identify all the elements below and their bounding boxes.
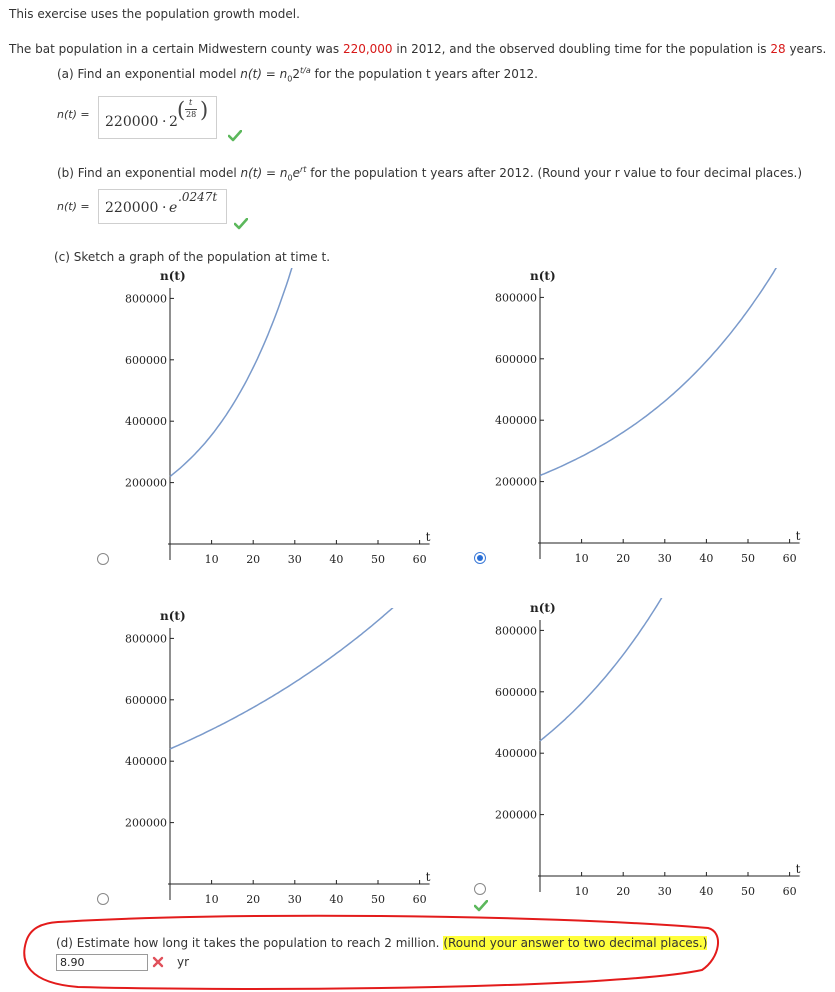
x-axis-label: t	[795, 862, 801, 876]
part-a-coef: 220000	[105, 114, 159, 130]
problem-statement	[9, 42, 826, 56]
part-b-model-eq: = n	[262, 166, 288, 180]
x-tick-label: 60	[782, 552, 797, 565]
part-a-exp-num: t	[189, 98, 193, 107]
part-a-answer-box[interactable]	[98, 96, 217, 139]
y-tick-label: 200000	[125, 476, 167, 490]
part-b-question	[57, 165, 802, 182]
problem-text-2: in 2012, and the observed doubling time for the population is	[392, 42, 771, 56]
y-tick-label: 200000	[125, 816, 167, 830]
series-curve	[540, 268, 790, 476]
y-tick-label: 400000	[495, 747, 537, 761]
x-tick-label: 20	[616, 885, 631, 898]
series-curve	[170, 268, 336, 477]
x-tick-label: 60	[412, 553, 427, 566]
x-tick-label: 10	[574, 552, 589, 565]
graph-option-1	[110, 268, 440, 568]
x-tick-label: 30	[657, 552, 672, 565]
part-a-suffix: for the population t years after 2012.	[310, 67, 538, 81]
part-b-check-icon	[234, 218, 248, 230]
y-axis-label: n(t)	[160, 609, 186, 623]
graph-option-3-radio[interactable]	[97, 893, 109, 905]
part-a-paren-right: )	[200, 98, 209, 122]
x-tick-label: 60	[782, 885, 797, 898]
intro-text: This exercise uses the population growth model.	[9, 7, 300, 21]
part-a-model-exp: t/a	[299, 66, 311, 75]
y-tick-label: 200000	[495, 475, 537, 489]
part-a-base: 2	[169, 114, 178, 130]
part-d-question	[56, 936, 707, 950]
x-tick-label: 30	[287, 553, 302, 566]
graph-option-2	[480, 268, 810, 568]
x-tick-label: 40	[329, 553, 344, 566]
y-tick-label: 600000	[495, 352, 537, 366]
part-b-model-sub: 0	[287, 173, 293, 183]
part-a-model-lhs: n(t)	[240, 67, 262, 81]
y-tick-label: 200000	[495, 808, 537, 822]
graph-option-4	[480, 598, 810, 898]
x-tick-label: 30	[657, 885, 672, 898]
x-tick-label: 50	[741, 552, 755, 565]
graph-option-3	[110, 608, 440, 908]
part-a-prefix: (a) Find an exponential model	[57, 67, 241, 81]
y-axis-label: n(t)	[530, 601, 556, 615]
x-tick-label: 10	[204, 553, 219, 566]
part-a-answer-label: n(t) =	[57, 108, 90, 121]
y-tick-label: 800000	[495, 291, 537, 305]
part-b-answer-box[interactable]	[98, 189, 227, 224]
part-a-question	[57, 66, 538, 83]
problem-text-1: The bat population in a certain Midwestern county was	[9, 42, 343, 56]
part-a-paren-left: (	[177, 98, 186, 122]
y-tick-label: 800000	[125, 292, 167, 306]
y-axis-label: n(t)	[530, 269, 556, 283]
part-a-model-sub: 0	[287, 74, 293, 84]
part-d-unit: yr	[177, 955, 190, 969]
x-tick-label: 50	[741, 885, 755, 898]
x-tick-label: 50	[371, 553, 385, 566]
part-a-exp-den: 28	[186, 110, 197, 119]
part-b-coef: 220000	[105, 200, 159, 216]
part-a-check-icon	[228, 130, 242, 142]
x-tick-label: 40	[699, 552, 714, 565]
series-curve	[540, 598, 748, 741]
y-axis-label: n(t)	[160, 269, 186, 283]
part-b-dot: ·	[162, 200, 167, 216]
y-tick-label: 400000	[125, 415, 167, 429]
x-tick-label: 20	[616, 552, 631, 565]
x-tick-label: 60	[412, 893, 427, 906]
part-d-answer-input[interactable]	[56, 954, 148, 971]
part-b-base: e	[169, 200, 178, 216]
series-curve	[170, 608, 420, 749]
y-tick-label: 800000	[125, 632, 167, 646]
part-b-model-base: e	[292, 166, 300, 180]
part-d-prefix: (d) Estimate how long it takes the population to reach 2 million.	[56, 936, 444, 950]
graph-option-1-radio[interactable]	[97, 553, 109, 565]
problem-text-3: years.	[785, 42, 827, 56]
part-b-suffix: for the population t years after 2012. (Round your r value to four decimal places.)	[306, 166, 802, 180]
x-tick-label: 30	[287, 893, 302, 906]
part-a-model-base: 2	[292, 67, 300, 81]
part-d-wrong-icon	[152, 956, 164, 968]
initial-population: 220,000	[342, 42, 393, 56]
y-tick-label: 600000	[125, 693, 167, 707]
x-tick-label: 20	[246, 553, 261, 566]
red-annotation-circle	[18, 910, 722, 992]
y-tick-label: 800000	[495, 624, 537, 638]
x-tick-label: 20	[246, 893, 261, 906]
y-tick-label: 600000	[125, 353, 167, 367]
part-b-exp: .0247t	[178, 190, 218, 204]
x-axis-label: t	[795, 529, 801, 543]
x-tick-label: 10	[204, 893, 219, 906]
part-a-model-eq: = n	[261, 67, 288, 81]
part-d-highlight: (Round your answer to two decimal places.)	[443, 936, 708, 950]
y-tick-label: 600000	[495, 685, 537, 699]
part-a-dot: ·	[162, 114, 167, 130]
x-axis-label: t	[425, 870, 431, 884]
x-tick-label: 50	[371, 893, 385, 906]
x-tick-label: 10	[574, 885, 589, 898]
part-c-question: (c) Sketch a graph of the population at time t.	[54, 250, 331, 264]
part-b-prefix: (b) Find an exponential model	[57, 166, 241, 180]
doubling-time: 28	[770, 42, 786, 56]
y-tick-label: 400000	[495, 414, 537, 428]
x-tick-label: 40	[329, 893, 344, 906]
x-axis-label: t	[425, 530, 431, 544]
y-tick-label: 400000	[125, 755, 167, 769]
part-b-model-exp: rt	[299, 165, 307, 174]
part-b-model-lhs: n(t)	[240, 166, 263, 180]
x-tick-label: 40	[699, 885, 714, 898]
part-b-answer-label: n(t) =	[57, 200, 90, 213]
